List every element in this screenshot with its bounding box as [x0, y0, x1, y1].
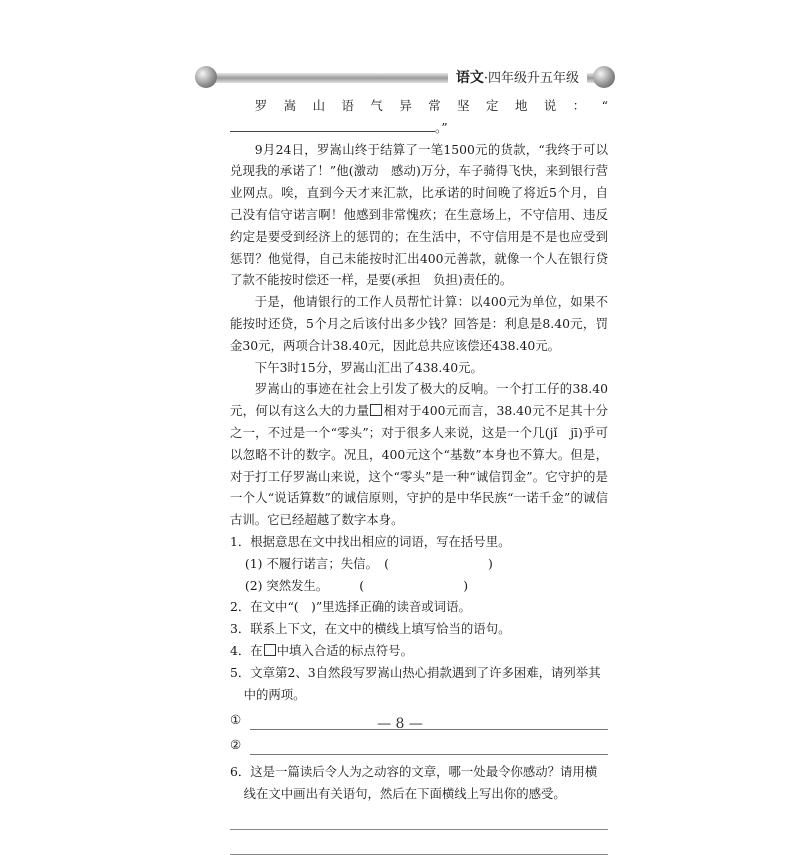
paragraph-5-text-a: 罗嵩山的事迹在社会上引发了极大的反响。一个打工仔的38.40元，何以有这么大的力量: [230, 381, 608, 419]
header-ball-left: [195, 66, 217, 88]
question-1: 1．根据意思在文中找出相应的词语，写在括号里。: [230, 533, 511, 549]
q4-text-pre: 4．在: [230, 642, 263, 658]
header-ball-right: [593, 66, 615, 88]
fill-in-blank-line[interactable]: [230, 119, 435, 132]
punctuation-box[interactable]: [370, 404, 382, 416]
header-separator: ·: [483, 71, 488, 86]
paragraph-1-text: 罗嵩山语气异常坚定地说：“: [254, 98, 608, 113]
q5-answer-field-2[interactable]: [250, 740, 608, 755]
q4-text-post: 中填入合适的标点符号。: [276, 642, 413, 658]
q1-1-answer-blank[interactable]: ( ): [384, 555, 493, 571]
header-title: [448, 68, 587, 88]
header-grade: 四年级升五年级: [487, 71, 579, 86]
q5-marker-1: ①: [230, 711, 242, 727]
question-3: 3．联系上下文，在文中的横线上填写恰当的语句。: [230, 621, 511, 637]
paragraph-1-end: 。”: [435, 119, 448, 135]
q5-answer-line-2: [230, 730, 608, 755]
passage-paragraph-3: 于是，他请银行的工作人员帮忙计算：以400元为单位，如果不能按时还贷，5个月之后该付出多少钱？回答是：利息是8.40元，罚金30元，两项合计38.40元，因此总共应该偿还438.40元。: [230, 294, 608, 353]
q6-answer-line-1[interactable]: [230, 805, 608, 830]
q5-marker-2: ②: [230, 736, 242, 752]
page-header: [195, 64, 615, 92]
paragraph-5-text-b: 相对于400元而言，38.40元不足其十分之一，不过是一个“零头”；对于很多人来说，这是一个几(jǐ jī)乎可以忽略不计的数字。况且，400元这个“基数”本身也不算大。但是，对于打工仔罗嵩山来说，这个“零头”是一种“诚信罚金”。它守护的是一个人“说话算数”的诚信原则，守护的是中华民族“一诺千金”的诚信古训。它已经超越了数字本身。: [230, 403, 609, 528]
q1-1-text: (1) 不履行诺言；失信。: [244, 555, 372, 571]
q1-2-answer-blank[interactable]: ( ): [359, 577, 469, 593]
question-1-item-1: [230, 553, 608, 575]
header-subject: 语文: [455, 70, 484, 86]
page-number: — 8 —: [377, 716, 423, 732]
question-2: 2．在文中“( )”里选择正确的读音或词语。: [230, 599, 471, 615]
passage-paragraph-5: [230, 378, 608, 531]
passage-paragraph-2: 9月24日，罗嵩山终于结算了一笔1500元的货款，“我终于可以兑现我的承诺了！”他(激动 感动)万分，车子骑得飞快，来到银行营业网点。唉，直到今天才来汇款，比承诺的时间晚了将近5个月，自己没有信守诺言啊！他感到非常愧疚；在生意场上，不守信用、违反约定是要受到经济上的惩罚的；在生活中，不守信用是不是也应受到惩罚？他觉得，自己未能按时汇出400元善款，就像一个人在银行贷了款不能按时偿还一样，是要(承担 负担)责任的。: [230, 141, 608, 288]
question-4: [230, 640, 608, 662]
passage-paragraph-4: 下午3时15分，罗嵩山汇出了438.40元。: [254, 359, 483, 375]
box-symbol: [264, 644, 276, 656]
q6-answer-line-2[interactable]: [230, 830, 608, 855]
passage-paragraph-1: [230, 95, 608, 139]
q1-2-text: (2) 突然发生。: [244, 577, 323, 593]
question-5: 5．文章第2、3自然段写罗嵩山热心捐款遇到了许多困难，请列举其中的两项。: [230, 664, 601, 702]
question-6: 6．这是一篇读后令人为之动容的文章，哪一处最令你感动？请用横线在文中画出有关语句，然后在下面横线上写出你的感受。: [230, 764, 598, 802]
page-content: [230, 95, 608, 855]
question-1-item-2: [230, 575, 608, 597]
